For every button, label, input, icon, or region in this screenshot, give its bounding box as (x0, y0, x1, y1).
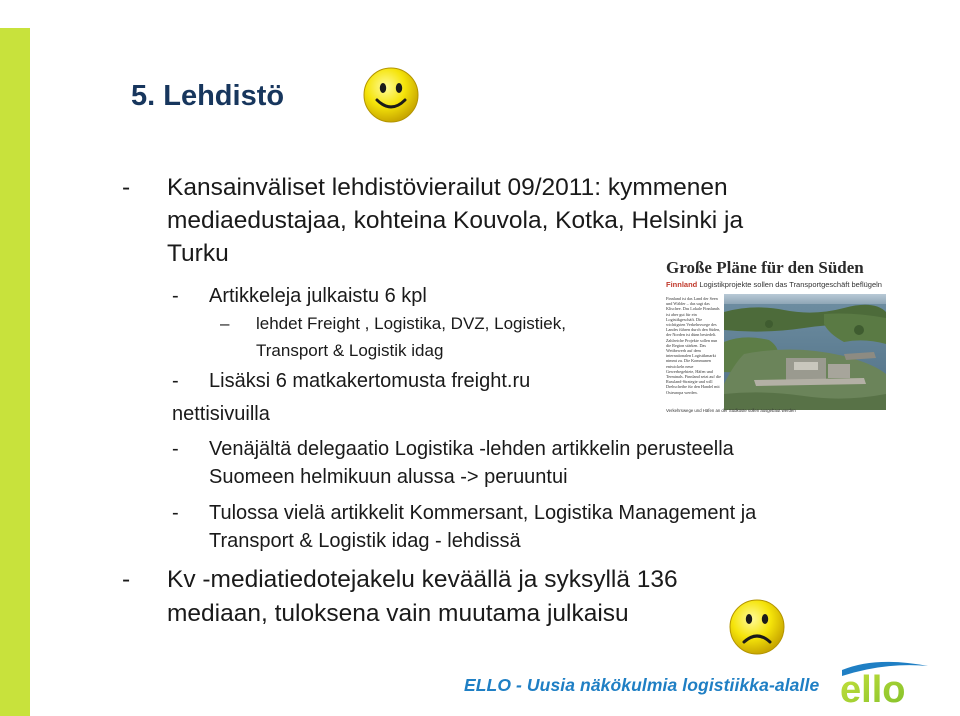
bullet-text-line: Kv -mediatiedotejakelu keväällä ja syksyllä 136 (167, 566, 678, 593)
ello-logo (836, 658, 936, 706)
bullet-text-line: Lisäksi 6 matkakertomusta freight.ru (209, 370, 531, 392)
bullet-dash: - (172, 438, 179, 460)
article-clipping (666, 250, 886, 418)
smiley-happy-icon (362, 66, 420, 124)
article-subhead-text: Logistikprojekte sollen das Transportgeschäft beflügeln (699, 280, 882, 289)
bullet-dash: - (172, 285, 179, 307)
bullet-text-line: Transport & Logistik idag (256, 341, 444, 360)
slide-title: 5. Lehdistö (131, 80, 285, 112)
bullet-text-line: lehdet Freight , Logistika, DVZ, Logistiek, (256, 314, 566, 333)
bullet-text-line: Turku (167, 240, 229, 267)
bullet-dash: - (122, 174, 131, 201)
bullet-text-line: Artikkeleja julkaistu 6 kpl (209, 285, 427, 307)
article-subhead (666, 280, 882, 289)
bullet-text-line: Kansainväliset lehdistövierailut 09/2011: kymmenen (167, 174, 728, 201)
article-caption: Verkehrswege und Häfen an der Südküste sollen ausgebaut werden (666, 408, 796, 413)
bullet-dash: - (172, 502, 179, 524)
bullet-dash: – (220, 314, 230, 333)
bullet-text-line: Suomeen helmikuun alussa -> peruuntui (209, 466, 568, 488)
footer-tagline: ELLO - Uusia näkökulmia logistiikka-alalle (464, 675, 820, 695)
aerial-harbor-photo (724, 294, 886, 410)
bullet-text-line: Tulossa vielä artikkelit Kommersant, Logistika Management ja (209, 502, 757, 524)
article-subhead-country: Finnland (666, 280, 698, 289)
bullet-text-line: Transport & Logistik idag - lehdissä (209, 530, 521, 552)
bullet-dash: - (172, 370, 179, 392)
article-column-text: Finnland ist das Land der Seen und Wälder – das sagt das Klischee. Das Lokale Finnlands ist aber gut für ein Logistikgeschäft. Die wichtigsten Verkehrswege des Landes führen durch den Süden, der Norden ist dünn besiedelt. Zahlreiche Projekte sollen nun die Region stärken. Das Wettbewerb auf dem internationalen Logistikmarkt nimmt zu. Die Kommunen entwickeln neue Gewerbegebiete, Häfen und Terminals. Finnland setzt auf die Russland-Strategie und will Drehscheibe für den Handel mit Osteuropa werden. (666, 296, 721, 395)
ello-logo-text: ello (840, 669, 906, 706)
article-headline: Große Pläne für den Süden (666, 258, 864, 277)
bullet-text-line: Venäjältä delegaatio Logistika -lehden artikkelin perusteella (209, 438, 734, 460)
bullet-text-line: mediaedustajaa, kohteina Kouvola, Kotka, Helsinki ja (167, 207, 744, 234)
left-accent-bar (0, 28, 30, 716)
smiley-sad-icon (728, 598, 786, 656)
bullet-text-line: mediaan, tuloksena vain muutama julkaisu (167, 600, 629, 627)
bullet-dash: - (122, 566, 131, 593)
bullet-text-line: nettisivuilla (172, 403, 270, 425)
